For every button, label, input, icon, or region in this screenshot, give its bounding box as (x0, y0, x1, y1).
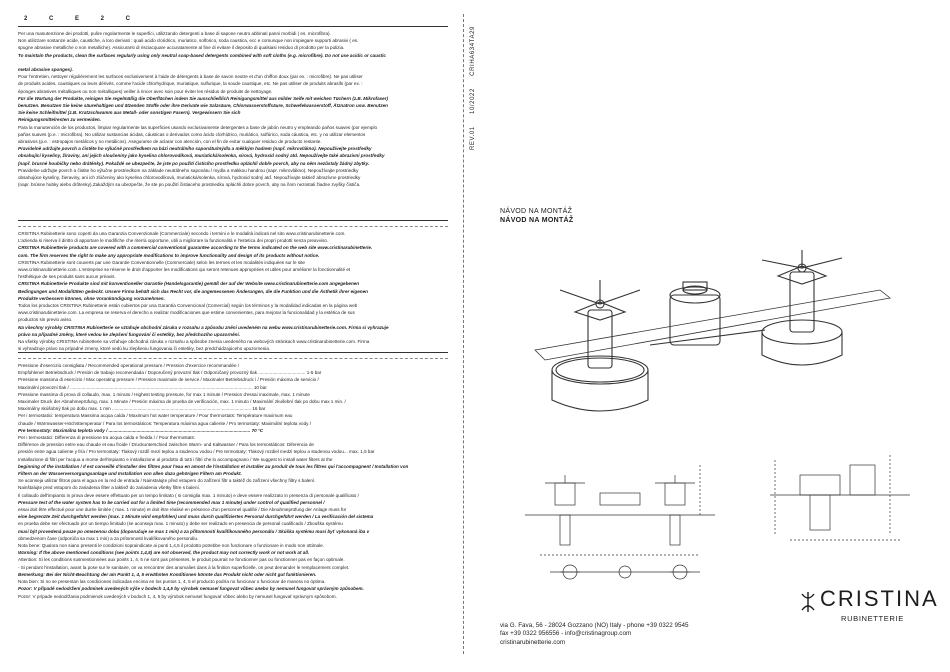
warranty-line: productos sin previo aviso. (18, 317, 73, 323)
warranty-line: právo na případné změny, které vedou ke zlepšení fungování či estetiky, bez předchozího upozornění. (18, 331, 240, 337)
specs-line: Nota bene: Qualora non siano presenti le condizioni sopraindicate ai punti 1,4,5 il prodotto potrebbe non funzionare o funzionare in modo non ottimale. (18, 543, 324, 549)
specs-line: Se aconseja utilizar filtros para el agua en la red de entrada / Nainstalujte před vstupem do zařízení filtr a taktéž do zařízení všechny filtry s balení. (18, 478, 316, 484)
care-line: Pour l'entretien, nettoyer régulièrement les surfaces exclusivement à l'aide de détergents à base de savon neutre et d'un chiffon doux (par ex. : microfibre). Ne pas utiliser (18, 74, 363, 80)
faucet-technical-drawing-side (730, 445, 930, 555)
specs-line: - Si pendant l'installation, avant la pose sur le sanitaire, on va rencontrer des anomalies dans à la finition superficielle, on peut demander le remplacement complet. (18, 564, 350, 570)
care-line: Pravidelně udržujte povrch a čistěte ho výlučně prostředkem na bázi neutrálního saponátu/mýdla a měkkým hadrem (např. mikrovlákno). Nepoužívejte prostředky (18, 146, 372, 152)
fold-line (463, 14, 464, 654)
warranty-line: www.cristinarubinetterie.com. La empresa se reserva el derecho a realizar modificaciones que estime convenientes, para mejorar la funcionalidad y la estética de sus (18, 310, 355, 316)
warranty-line: l'esthétique de ses produits sans aucun préavis. (18, 274, 116, 280)
date: 10/2022 (470, 88, 476, 114)
address-line: via G. Fava, 56 - 28024 Gozzano (NO) Italy - phone +39 0322 9545 (500, 622, 689, 629)
care-line: éponges abrasives métalliques ou non métalliques) veiller à rincer avec soin pour éviter les résidus de produits de nettoyage. (18, 88, 273, 94)
care-line: To maintain the products, clean the surfaces regularly using only neutral soap-based detergents combined with soft cloths (e.g. microfibre). Do not use acidic or caustic (18, 52, 386, 58)
divider (18, 26, 448, 27)
warranty-line: com. The firm reserves the right to make any appropriate modifications to improve functionality and design of its products without notice. (18, 252, 320, 258)
specs-line: Installazione di filtri per l'acqua a monte dell'impianto e installazione al prodotto di tutti i filtri che lo accompagnano / We suggest to install water filters at the (18, 456, 333, 462)
specs-line: Maximální provozní tlak / ............................................................................................................................................... 10 bar (18, 384, 267, 390)
warranty-line: Produkte verbessern können, ohne Vorankündigung vorzunehmen. (18, 295, 165, 301)
warranty-line: CRISTINA Rubinetterie Produkte sind mit konventioneller Garantie (Handelsgarantie) gemäß der auf der Website www.cristinarubinetterie.com angegebenen (18, 281, 360, 287)
specs-line: Warning: If the above mentioned conditions (see points 1,4,5) are not observed, the product may not correctly work or not work at all. (18, 550, 310, 556)
logo-mark-icon (798, 590, 818, 614)
specs-line: Nota bien: Si no se presentan las condiciones indicadas encima en los puntos 1, 4, 5 el producto podría no funcionar o funcionar de manera no óptima. (18, 579, 326, 585)
care-instructions (18, 30, 448, 188)
specs-line: presión entre agua caliente y fría / Pro termostaty: Tlakový rozdíl mezi teplou a studenou vodou / Pre termostaty: Tlakový rozdiel medzi teplou a studenou vodou... max. 1,5 bar (18, 449, 375, 455)
specs-line: Per i termostatici: Differenza di pressione tra acqua calda e fredda / / Pour thermostats: (18, 435, 196, 441)
care-line: de produits acides, caustiques ou leurs dérivés, comme l'acide chlorhydrique, muriatique, sulfurique, la soude caustique, etc. Ne pas utiliser de produits abrasifs (par ex. : (18, 81, 363, 87)
care-line (18, 59, 448, 66)
specs-line: obmedzenom čase (odporúča sa max 1 min) a za prítomnosti kvalifikovaného personálu. (18, 535, 199, 541)
care-line: Für die Wartung der Produkte, reinigen Sie regelmäßig die Oberflächen indem Sie ausschließlich Reinigungsmittel aus milder Seife mit weichen Tüchern (z.B. Mikrofaser) (18, 95, 389, 101)
specs-line: Per i termostatici: temperatura Massima acqua calda / Maximum hot water temperature / Pour thermostats: Température maximum eau (18, 413, 293, 419)
specs-line: Bemerkung: Bei der Nicht-Beachtung der am Punkt 1, 4, 5 erwähnten Konditionen könnte das Produkt nicht oder nicht gut funktionieren. (18, 571, 317, 577)
logo-wordmark: CRISTINA (820, 586, 939, 611)
specs-line: Pozor: V případě nedodržení podmínek uvedených výše v bodech 1,4,5 by výrobek nemusel fungovat vůbec anebo by nemusel fungovat správným způsobem. (18, 586, 364, 592)
logo-subtitle: RUBINETTERIE (841, 614, 904, 623)
divider (18, 226, 448, 227)
care-line: spugne abrasive metalliche o non metalliche). Assicurarsi di risciacquare accuratamente al fine di evitare il deposito di qualsiasi residuo di prodotto per la pulizia. (18, 45, 345, 51)
specs-line: Empfohlener Betriebsdruck / Presión de trabajo recomendada / Doporučený provozní tlak / Odporúčaný provozný tlak ..................................... 1-5 bar (18, 370, 322, 376)
product-code: CRIHA634TA29 (470, 26, 476, 76)
warranty-line: CRISTINA Rubinetterie sont couverts par une Garantie Conventionnelle (Commerciale) selon les termes et les modalités indiquées sur le site (18, 259, 305, 265)
specs-line: Pozor: V prípade nedodržania podmienok uvedených v bodoch 1, 4, 5 by výrobok nemusel fungovať vôbec alebo by nemusel fungovať správnym spôsobom. (18, 593, 337, 599)
specs-line: musí být provedená pouze po omezenou dobu (doporučuje se max 1 min) a za přítomnosti kvalifikovaného personálu / Skúška systému musí byť vykonaná iba v (18, 528, 370, 534)
technical-specifications (18, 362, 448, 600)
care-line: Pravidelne udržujte povrch a čistite ho výlučne prostriedkom na základe neutrálneho saponátu / mydla a mäkkou handrou (napr. mikrovlákno). Nepoužívajte prostriedky (18, 167, 359, 173)
warranty-line: CRISTINA Rubinetterie sono coperti da una Garanzia Convenzionale (Commerciale) secondo i termini e le modalità indicati nel sito www.cristinarubinetterie.com. (18, 231, 346, 236)
specs-line: Filtern an der Wasserversorgungsanlage und Installation von allen dazu gehörigen Filtern am Produkt. (18, 471, 242, 477)
manual-title: NÁVOD NA MONTÁŽ (500, 208, 573, 215)
faucet-technical-drawing-top (545, 560, 705, 584)
care-line: Para la manutención de los productos, limpiar regularmente las superficies usando exclusivamente detergentes a base de jabón neutro y empleando paños suaves (por ejemplo (18, 124, 378, 130)
care-line: metal abrasive sponges). (18, 67, 73, 73)
care-line: Non utilizzare sostanze acide, caustiche, a loro derivati : quali acido cloridrico, muriatico, solforico, soda caustica, ecc e comunque non impiegare supporti abrasivi ( es. (18, 38, 359, 44)
specs-line: Pressione massima di prova di collaudo, max. 1 minuto / Highest testing pressure, for max 1 minute / Pression d'essai maximale, max. 1 minute (18, 391, 310, 397)
care-line: (napr. brúsne hubky alebo drôtenky).Zakaždým sa ubezpečte, že ste po použití čistiaceho prostriedku opláchli dobre povrch, aby na ňom nezostali žiadne zvyšky čističa. (18, 182, 361, 188)
care-line: benutzen. Benutzen Sie keine säurehaltigen und ätzenden Stoffe oder ihre Derivate wie Salzsäure, Chlorwasserstoffsäure, Schwefelwasserstoff, Ätznatron usw. Benutzen (18, 103, 388, 109)
specs-line: chaude / Wärmwasser-Höchsttemperatur / Para los termostáticos: Temperatura máxima agua caliente / Pro termostaty: Maximální teplota vody / (18, 420, 312, 426)
specs-line: Différence de pression entre eau chaude et eau froide / Druckunterschied zwischen Warm- und Kaltwasser / Para los termostáticos: Diferencia de (18, 442, 314, 448)
specs-line: Pressione massima di esercizio / Max operating pressure / Pression maximale de service / Maximaler Betriebsdruck / / Presión máxima de servicio / (18, 377, 319, 383)
specs-line: essai doit être effectué pour une durée limitée ( max. 1 minute) et doit être réalisé en présence d'un personnel qualifié / Die Abnahmeprüfung der Anlage muss für (18, 507, 347, 513)
revision: REV.01 (470, 126, 476, 150)
care-line: paños suaves (p.e. : microfibra). No utilizar sustancias ácidas, cáusticas o derivados como ácido clorhídrico, muriático, sulfúrico, soda cáustica, etc. y no utilizar elementos (18, 131, 366, 137)
care-line: Reinigungsmittelresten zu vermeiden. (18, 117, 101, 123)
divider (18, 220, 448, 221)
specs-line: Pressure test of the water system has to be carried out for a limited time (recommended max 1 minute) under control of qualified personnel / (18, 499, 325, 505)
warranty-text (18, 230, 448, 352)
website: cristinarubinetterie.com (500, 638, 566, 646)
specs-line: en prueba debe ser efectuado por un tiempo limitado (se aconseja max. 1 minuto) y debe ser realizado en presencia de personal cualificado / Zkouška systému (18, 521, 343, 527)
care-line: abrasivos (p.e. : estropajos metálicos y no metálicos). Asegurarse de aclarar con atención, con el fin de evitar cualquier residuo de producto restante. (18, 139, 322, 145)
warranty-line: CRISTINA Rubinetterie products are covered with a commercial conventional guarantee according to the terms indicated on the web site www.cristinarubinetterie. (18, 245, 373, 251)
specs-line: Attention: Si les conditions susmentionnées aux points 1, 4, 5 ne sont pas présentes, le produit pourrait ne fonctionner pas ou fonctionner pas en façon optimale. (18, 557, 345, 563)
care-line: obsahující kyseliny, žíraviny, ani jejich sloučeniny jako kyselina chlorovodíková, muriatická/solenka, sírová, hydroxid sodný atd. Nepoužívejte také abrazivní prostředky (18, 153, 385, 159)
divider (18, 358, 448, 359)
warranty-line: Na všetky výrobky CRISTINA rubinetterie sa vzťahuje obchodná záruka v rozsahu a spôsobe znenia uvedeného na webových stránkach www.cristinarubinetterie.com. Firma (18, 339, 370, 345)
warranty-line: Na všechny výrobky CRISTINA Rubinetterie se vztahuje obchodní záruka v rozsahu a způsobu zněni uvedeném na webu www.cristinarubinetterie.com. Firma si vyhrazuje (18, 324, 389, 330)
specs-line: Maximaler Druck der Abnahmeprüfung, max. 1 Minute / Presión máxima de prueba de verificación, max. 1 minuto / Maximální zkušební tlak po dobu max 1 min. / (18, 399, 346, 405)
warranty-line: si vyhradzuje právo na prípadné zmeny, ktoré vedú ku zlepšeniu fungovania či estetiky, bez predchádzajúceho upozornenia. (18, 346, 271, 352)
warranty-line: L'azienda si riserva il diritto di apportare le modifiche che riterrà opportune, utili a migliorare la funzionalità e l'estetica dei propri prodotti senza preavviso. (18, 238, 329, 244)
care-line: (např. brusné houbičky nebo drátěnky). Pokaždé se ubezpečte, že jste po použití čisticího prostředku opláchli dobře povrch, aby na něm nezůstaly žádný zbytky. (18, 160, 370, 166)
manual-title-bold: NÁVOD NA MONTÁŽ (500, 217, 574, 224)
specs-line: eine begrenzte Zeit durchgeführt werden (max. 1 Minute wird empfohlen) und muss durch qualifiziertes Personal durchgeführt werden / La verificación del sistema (18, 514, 374, 520)
care-line: obsahujúce kyseliny, žieraviny, ani ich zlúčeniny ako kyselina chlorovodíková, muriatická/solenka, sírová, hydroxid sodný atď. Nepoužívajte taktiež abrazívne prostriedky (18, 175, 361, 181)
care-line: Per una manutenzione dei prodotti, pulire regolarmente le superfici, utilizzando detergenti a base di sapone neutro abbinati panni morbidi ( es. microfibra). (18, 31, 331, 36)
specs-line: beginning of the installation / Il est conseillé d'installer des filtres pour l'eau en amont de l'installation et installer au produit de tous les filtres qui l'accompagnent / Installation von (18, 463, 409, 469)
faucet-perspective-drawing (520, 250, 900, 430)
divider (18, 352, 448, 353)
specs-line: Il collaudo dell'impianto in prova deve essere effettuato per un tempo limitato ( si consiglia max. 1 minuto) e deve essere realizzato in presenza di personale qualificato / (18, 492, 359, 498)
section-heading: 2 C E 2 C (24, 16, 141, 22)
care-line: Sie keine Schleifmittel (z.B. Kratzschwamm aus Metall- oder sonstigen Fasern). Vergewissern Sie sich (18, 110, 241, 116)
faucet-technical-drawing-front (520, 455, 720, 565)
contact-line: fax +39 0322 956556 - info@cristinagroup.com (500, 630, 632, 638)
specs-line: Pre termostaty: Maximálna teplota vody / ............................................................................................................... 70 °C (18, 427, 264, 433)
specs-line: Nainštalujte pred vstupom do zariadenia filter a taktiež do zariadenia všetky filtre s balení. (18, 485, 201, 491)
specs-line: Maximálny skúšobný tlak po dobu max. 1 min ............................................................................................................. 16 bar (18, 406, 266, 412)
warranty-line: www.cristinarubinetterie.com. L'entreprise se réserve le droit d'apporter les modifications qui seront retenues appropriées et utiles pour améliorer la fonctionnalité et (18, 267, 351, 273)
warranty-line: Todos los productos CRISTINA Rubinetterie están cubiertos por una Garantía Convencional (Comercial) según los términos y la modalidad indicadas en la página web (18, 303, 358, 309)
specs-line: Pressione d'esercizio consigliata / Recommended operational pressure / Pression d'exercice recommandée / (18, 363, 240, 368)
company-address (500, 622, 689, 647)
document-revision (470, 16, 476, 150)
warranty-line: Bedingungen und Modalitäten gedeckt. Unsere Firma behält sich das Recht vor, die angemessenen Änderungen, die die Funktion und die Ästhetik ihrer eigenen (18, 288, 368, 294)
